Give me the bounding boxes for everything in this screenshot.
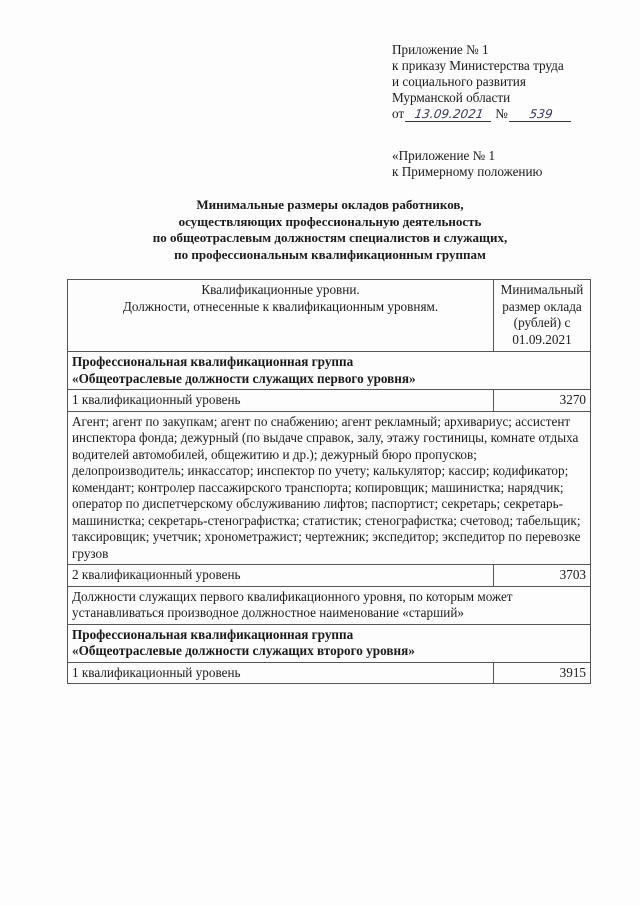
salary-value-cell: 3915 xyxy=(494,662,591,684)
level-label-cell: 2 квалификационный уровень xyxy=(68,565,494,587)
header-levels-cell xyxy=(68,280,494,352)
header-left-line-2: Должности, отнесенные к квалификационным уровням. xyxy=(122,298,439,314)
table-row xyxy=(68,390,591,412)
annex2-block xyxy=(392,148,627,180)
table-row xyxy=(68,411,591,565)
annex2-line-2: к Примерному положению xyxy=(392,164,543,179)
handwritten-number: 539 xyxy=(509,107,573,122)
annex-date-number-line xyxy=(392,106,627,122)
title-line-2: осуществляющих профессиональную деятельность xyxy=(178,213,482,229)
document-title xyxy=(90,197,570,263)
salary-value-cell: 3270 xyxy=(494,390,591,412)
annex-number-prefix: № xyxy=(495,106,508,121)
salary-value-cell: 3703 xyxy=(494,565,591,587)
group-2-line-1: Профессиональная квалификационная группа xyxy=(72,626,354,642)
positions-description-cell: Агент; агент по закупкам; агент по снабжению; агент рекламный; архивариус; ассистент инспектора фонда; дежурный (по выдаче справок, залу, этажу гостиницы, комнате отдыха водителей автомобилей, общежитию и др.); дежурный бюро пропусков; делопроизводитель; инкассатор; инспектор по учету; калькулятор; кассир; кодификатор; комендант; контролер пассажирского транспорта; копировщик; машинистка; нарядчик; оператор по диспетчерскому обслуживанию лифтов; паспортист; секретарь; секретарь-машинистка; секретарь-стенографистка; статистик; стенографистка; счетовод; табельщик; таксировщик; учетчик; хронометражист; чертежник; экспедитор; экспедитор по перевозке грузов xyxy=(68,411,591,565)
header-salary-cell: Минимальный размер оклада (рублей) с 01.09.2021 xyxy=(494,280,591,352)
group-2-cell xyxy=(68,624,591,662)
annex-from-prefix: от xyxy=(392,106,405,121)
annex-line-1: Приложение № 1 xyxy=(392,42,489,57)
table-header-row xyxy=(68,280,591,352)
level-label-cell: 1 квалификационный уровень xyxy=(68,390,494,412)
annex-block xyxy=(392,42,627,122)
table-row xyxy=(68,662,591,684)
title-line-4: по профессиональным квалификационным группам xyxy=(174,246,486,262)
group-row xyxy=(68,624,591,662)
annex-line-4: Мурманской области xyxy=(392,90,511,105)
group-1-line-1: Профессиональная квалификационная группа xyxy=(72,354,354,369)
header-left-line-1: Квалификационные уровни. xyxy=(201,282,360,297)
positions-description-cell: Должности служащих первого квалификационного уровня, по которым может устанавливаться производное должностное наименование «старший» xyxy=(68,586,591,624)
annex-line-3: и социального развития xyxy=(392,74,526,89)
salary-table xyxy=(67,279,591,684)
annex-line-2: к приказу Министерства труда xyxy=(392,58,564,73)
handwritten-date: 13.09.2021 xyxy=(405,107,493,122)
group-2-line-2: «Общеотраслевые должности служащих второго уровня» xyxy=(72,643,415,658)
table-row xyxy=(68,586,591,624)
group-1-cell xyxy=(68,352,591,390)
group-row xyxy=(68,352,591,390)
group-1-line-2: «Общеотраслевые должности служащих первого уровня» xyxy=(72,370,416,386)
table-row xyxy=(68,565,591,587)
annex2-line-1: «Приложение № 1 xyxy=(392,148,496,163)
title-line-3: по общеотраслевым должностям специалистов и служащих, xyxy=(152,230,508,245)
level-label-cell: 1 квалификационный уровень xyxy=(68,662,494,684)
title-line-1: Минимальные размеры окладов работников, xyxy=(196,197,464,212)
